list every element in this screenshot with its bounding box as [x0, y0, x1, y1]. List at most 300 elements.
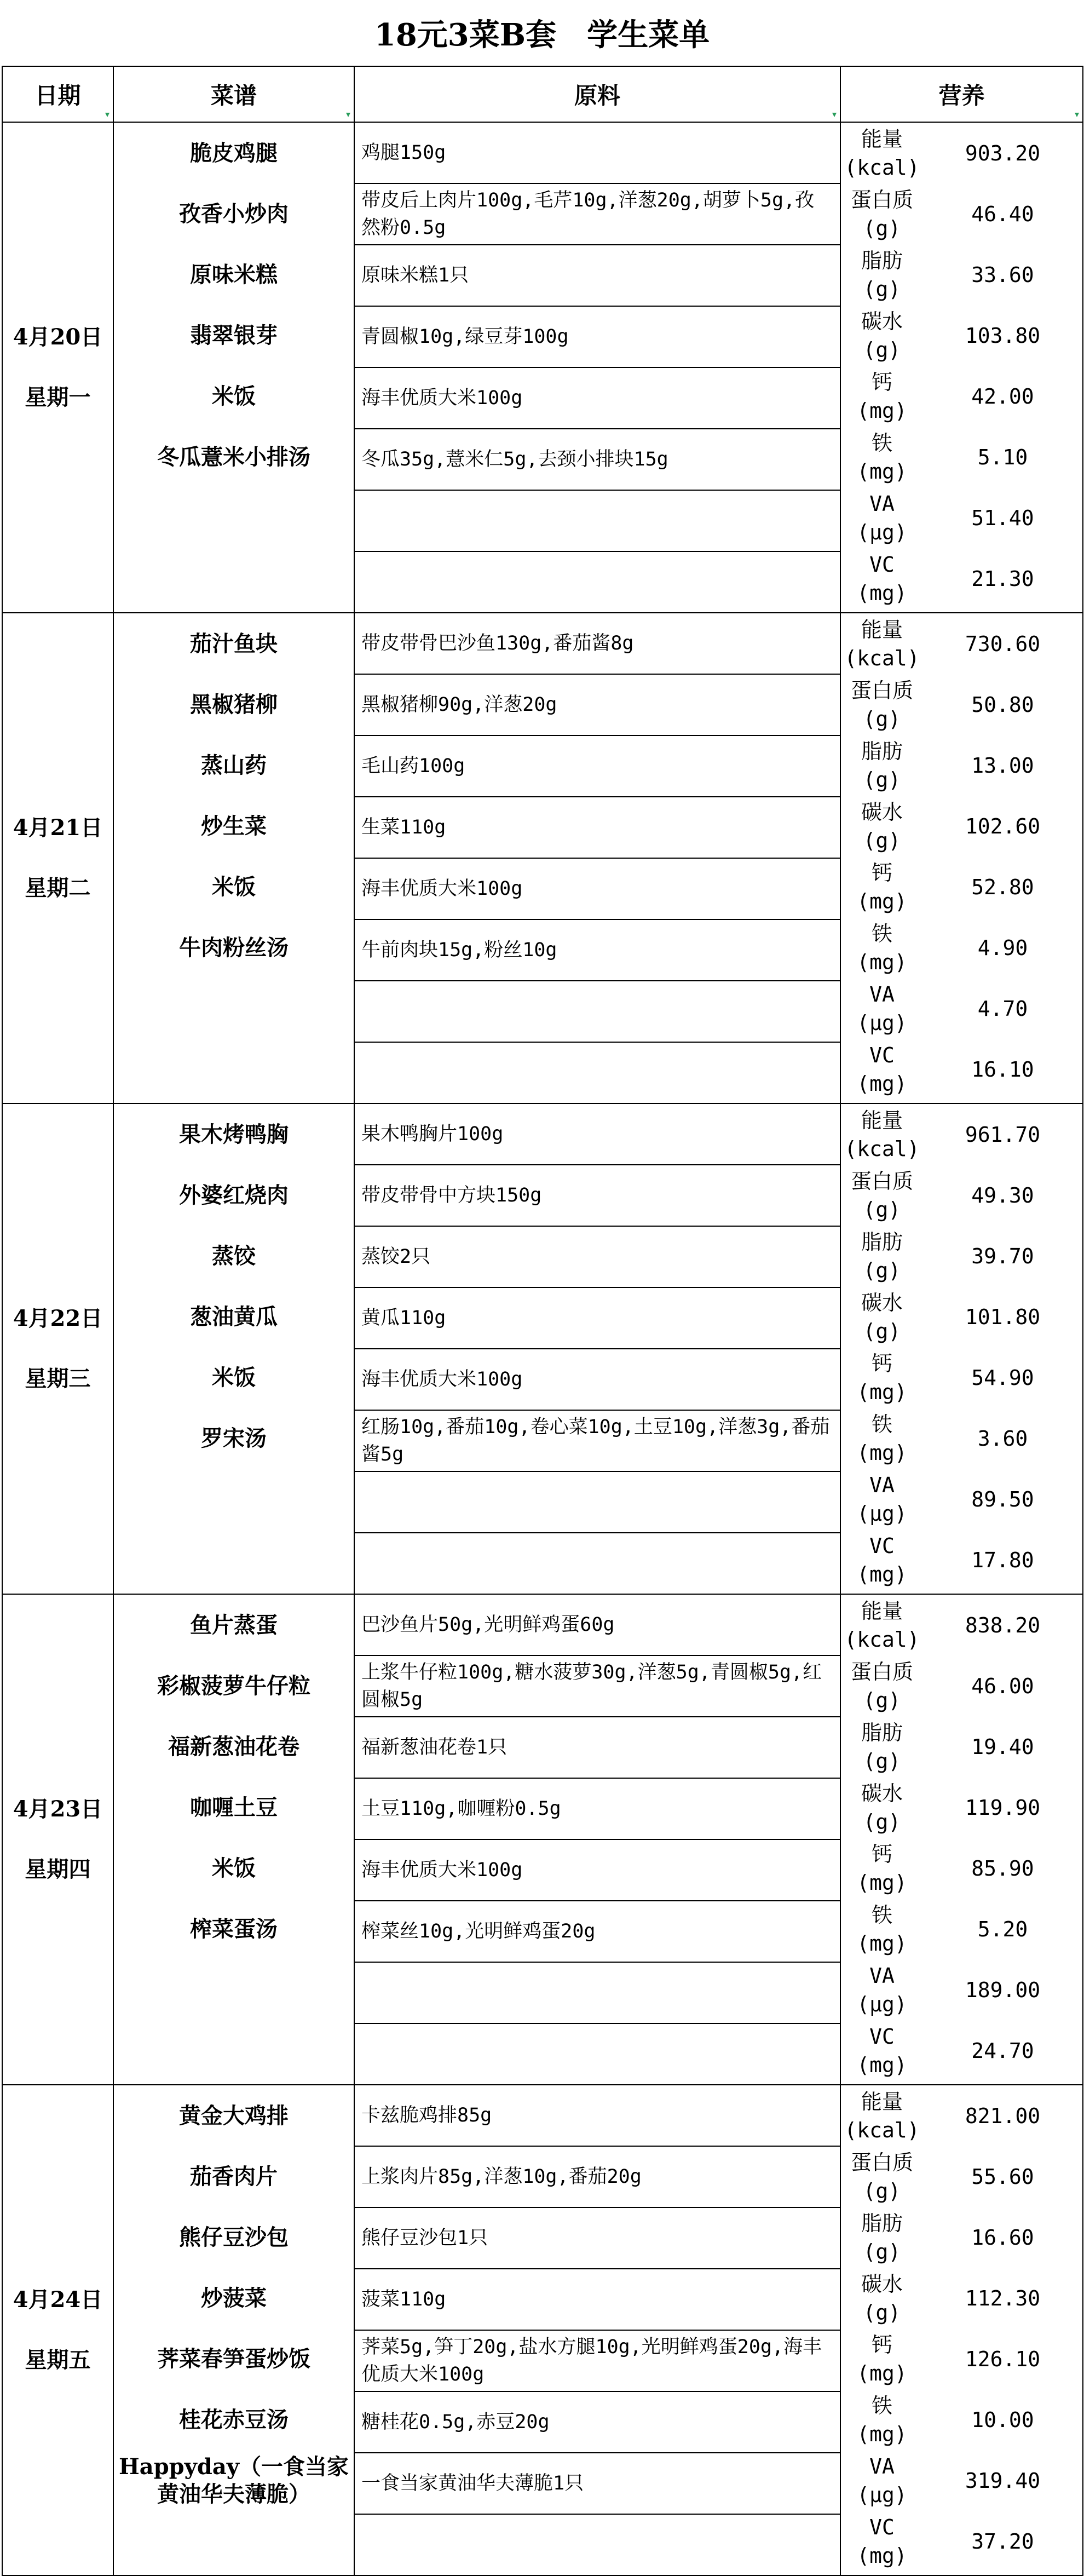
nutrition-label: [841, 307, 923, 364]
ingredient-cell: 海丰优质大米100g: [354, 1839, 840, 1901]
nutrient-name: 钙: [871, 2332, 892, 2357]
dish-name: 罗宋汤: [201, 1425, 267, 1451]
header-date[interactable]: 日期 ▾: [2, 66, 113, 122]
ingredient-cell: 生菜110g: [354, 797, 840, 858]
nutrition-row: [841, 917, 1082, 978]
dish-name: 黄金大鸡排: [179, 2102, 289, 2129]
nutrition-label: [841, 429, 923, 486]
nutrient-unit: (mg): [857, 1440, 907, 1465]
nutrient-name: VC: [869, 552, 895, 577]
nutrient-unit: (g): [863, 706, 901, 731]
nutrient-name: 脂肪: [861, 1229, 903, 1254]
nutrition-row: [841, 856, 1082, 917]
nutrition-value: 319.40: [965, 2468, 1041, 2493]
date-label: 4月24日: [13, 2287, 103, 2313]
nutrition-label: [841, 1658, 923, 1715]
header-ingredients[interactable]: 原料 ▾: [354, 66, 840, 122]
nutrition-row: [841, 1408, 1082, 1469]
nutrient-unit: (kcal): [844, 155, 920, 180]
nutrient-unit: (μg): [857, 1010, 907, 1035]
date-cell: [2, 2085, 113, 2575]
menu-row: [2, 1103, 1083, 1165]
nutrient-unit: (μg): [857, 520, 907, 544]
nutrition-value: 39.70: [971, 1244, 1034, 1268]
dish-name: 孜香小炒肉: [179, 200, 289, 227]
dish-name: 熊仔豆沙包: [179, 2224, 289, 2250]
nutrition-row: [841, 548, 1082, 609]
ingredient-cell: 熊仔豆沙包1只: [354, 2207, 840, 2269]
weekday-label: 星期二: [25, 875, 91, 901]
nutrition-label: [841, 368, 923, 425]
dishes-cell: [113, 1103, 354, 1594]
dish-name: 葱油黄瓜: [190, 1303, 278, 1330]
nutrient-unit: (mg): [857, 1379, 907, 1404]
nutrition-row: [841, 1716, 1082, 1777]
nutrition-row: [841, 1104, 1082, 1165]
nutrition-row: [841, 183, 1082, 244]
nutrition-value: 112.30: [965, 2286, 1041, 2310]
nutrition-label: [841, 490, 923, 547]
nutrition-label: [841, 737, 923, 794]
nutrition-row: [841, 1226, 1082, 1286]
nutrient-name: 铁: [871, 430, 892, 455]
nutrition-row: [841, 1286, 1082, 1347]
nutrient-name: VA: [869, 2454, 895, 2479]
nutrition-label: [841, 246, 923, 303]
nutrient-unit: (g): [863, 2300, 901, 2325]
date-label: 4月23日: [13, 1796, 103, 1822]
nutrition-row: [841, 2268, 1082, 2328]
nutrition-value: 5.10: [977, 445, 1028, 469]
nutrition-value: 119.90: [965, 1795, 1041, 1820]
ingredient-cell: 带皮带骨中方块150g: [354, 1165, 840, 1226]
nutrient-name: VC: [869, 1043, 895, 1067]
nutrition-label: [841, 2270, 923, 2327]
nutrition-value: 17.80: [971, 1548, 1034, 1572]
nutrient-unit: (μg): [857, 1501, 907, 1526]
nutrient-name: VA: [869, 1473, 895, 1497]
dish-name: 蒸饺: [212, 1243, 256, 1269]
nutrition-value: 89.50: [971, 1487, 1034, 1511]
nutrition-cell: [840, 1103, 1083, 1594]
ingredient-cell: 海丰优质大米100g: [354, 858, 840, 919]
ingredient-cell: [354, 551, 840, 613]
date-label: 4月21日: [13, 815, 103, 841]
nutrition-row: [841, 1469, 1082, 1530]
nutrient-unit: (g): [863, 2239, 901, 2264]
nutrient-unit: (mg): [857, 1562, 907, 1586]
nutrition-row: [841, 244, 1082, 305]
nutrition-value: 52.80: [971, 875, 1034, 899]
menu-row: [2, 1594, 1083, 1655]
nutrition-value: 85.90: [971, 1856, 1034, 1881]
nutrient-name: 蛋白质: [850, 1169, 913, 1193]
nutrition-label: [841, 1228, 923, 1285]
dishes-cell: [113, 1594, 354, 2085]
ingredient-cell: [354, 1042, 840, 1103]
nutrient-name: 钙: [871, 1351, 892, 1376]
ingredient-cell: [354, 1533, 840, 1594]
menu-row: [2, 122, 1083, 183]
dishes-cell: [113, 122, 354, 613]
date-cell: [2, 1103, 113, 1594]
nutrition-row: [841, 1655, 1082, 1716]
nutrient-unit: (mg): [857, 1071, 907, 1096]
nutrition-value: 49.30: [971, 1183, 1034, 1208]
ingredient-cell: 海丰优质大米100g: [354, 1349, 840, 1410]
nutrition-value: 33.60: [971, 262, 1034, 287]
dish-name: 外婆红烧肉: [179, 1182, 289, 1208]
ingredient-cell: 海丰优质大米100g: [354, 367, 840, 429]
dish-name: 茄香肉片: [190, 2163, 278, 2189]
nutrition-cell: [840, 1594, 1083, 2085]
nutrient-name: 脂肪: [861, 2211, 903, 2235]
nutrition-label: [841, 1597, 923, 1654]
weekday-label: 星期四: [25, 1856, 91, 1882]
nutrition-value: 10.00: [971, 2407, 1034, 2432]
date-label: 4月20日: [13, 324, 103, 350]
nutrition-label: [841, 1106, 923, 1163]
nutrition-row: [841, 2328, 1082, 2389]
dish-name: 桂花赤豆汤: [179, 2406, 289, 2433]
ingredient-cell: [354, 2514, 840, 2575]
nutrition-label: [841, 1289, 923, 1346]
nutrient-unit: (mg): [857, 2543, 907, 2568]
nutrition-row: [841, 1530, 1082, 1590]
nutrient-unit: (g): [863, 1809, 901, 1834]
dish-name: 翡翠银芽: [190, 322, 278, 348]
nutrition-value: 3.60: [977, 1426, 1028, 1451]
nutrient-name: 钙: [871, 1842, 892, 1866]
ingredient-cell: 菠菜110g: [354, 2269, 840, 2330]
nutrition-row: [841, 305, 1082, 366]
nutrition-value: 838.20: [965, 1613, 1041, 1637]
dish-name: 福新葱油花卷: [168, 1733, 299, 1760]
dish-name: 米饭: [212, 873, 256, 900]
nutrient-unit: (g): [863, 1319, 901, 1343]
nutrient-unit: (g): [863, 277, 901, 301]
nutrient-unit: (mg): [857, 2052, 907, 2077]
nutrient-unit: (g): [863, 1197, 901, 1222]
nutrition-value: 46.40: [971, 202, 1034, 226]
nutrient-name: 铁: [871, 1902, 892, 1927]
ingredient-cell: 蒸饺2只: [354, 1226, 840, 1287]
nutrition-row: [841, 1959, 1082, 2020]
ingredient-cell: 巴沙鱼片50g,光明鲜鸡蛋60g: [354, 1594, 840, 1655]
ingredient-cell: [354, 1471, 840, 1533]
header-row: [2, 66, 1083, 122]
nutrient-name: 铁: [871, 2393, 892, 2418]
nutrition-row: [841, 674, 1082, 735]
nutrition-value: 51.40: [971, 505, 1034, 530]
nutrition-label: [841, 798, 923, 855]
ingredient-cell: [354, 490, 840, 551]
nutrient-name: 碳水: [861, 309, 903, 334]
nutrient-unit: (mg): [857, 1931, 907, 1956]
dish-name: 榨菜蛋汤: [190, 1916, 278, 1942]
nutrition-label: [841, 2452, 923, 2509]
nutrient-name: 脂肪: [861, 1720, 903, 1745]
nutrient-name: 碳水: [861, 1781, 903, 1806]
nutrient-name: VA: [869, 1963, 895, 1988]
nutrient-name: 能量: [861, 617, 903, 642]
date-cell: [2, 613, 113, 1103]
nutrient-unit: (kcal): [844, 646, 920, 670]
nutrition-row: [841, 1838, 1082, 1899]
menu-row: [2, 613, 1083, 674]
nutrition-label: [841, 1410, 923, 1467]
nutrient-unit: (mg): [857, 950, 907, 974]
nutrient-name: 能量: [861, 127, 903, 151]
nutrient-unit: (μg): [857, 2482, 907, 2507]
filter-icon[interactable]: ▾: [345, 109, 350, 119]
nutrition-row: [841, 1347, 1082, 1408]
nutrition-row: [841, 2511, 1082, 2572]
ingredient-cell: 青圆椒10g,绿豆芽100g: [354, 306, 840, 367]
ingredient-cell: 卡兹脆鸡排85g: [354, 2085, 840, 2146]
weekday-label: 星期五: [25, 2347, 91, 2373]
nutrient-name: 铁: [871, 1412, 892, 1436]
nutrition-value: 50.80: [971, 692, 1034, 717]
nutrient-unit: (mg): [857, 398, 907, 423]
ingredient-cell: 糖桂花0.5g,赤豆20g: [354, 2391, 840, 2453]
ingredient-cell: 带皮带骨巴沙鱼130g,番茄酱8g: [354, 613, 840, 674]
menu-row: [2, 2085, 1083, 2146]
dishes-cell: [113, 613, 354, 1103]
dish-name: 牛肉粉丝汤: [179, 934, 289, 961]
nutrition-value: 4.90: [977, 935, 1028, 960]
nutrient-name: 脂肪: [861, 248, 903, 273]
nutrient-unit: (kcal): [844, 2118, 920, 2142]
date-cell: [2, 122, 113, 613]
nutrient-unit: (mg): [857, 2361, 907, 2385]
ingredient-cell: 上浆牛仔粒100g,糖水菠萝30g,洋葱5g,青圆椒5g,红圆椒5g: [354, 1655, 840, 1717]
nutrition-row: [841, 1595, 1082, 1655]
nutrient-unit: (g): [863, 1749, 901, 1773]
nutrition-label: [841, 980, 923, 1037]
nutrition-label: [841, 2148, 923, 2205]
nutrient-unit: (μg): [857, 1992, 907, 2016]
filter-icon[interactable]: ▾: [1074, 109, 1079, 119]
nutrition-value: 21.30: [971, 566, 1034, 591]
nutrition-row: [841, 123, 1082, 183]
nutrition-row: [841, 1777, 1082, 1838]
nutrient-name: 蛋白质: [850, 1659, 913, 1684]
ingredient-cell: 果木鸭胸片100g: [354, 1103, 840, 1165]
nutrition-row: [841, 978, 1082, 1039]
dish-name: 冬瓜薏米小排汤: [157, 444, 310, 470]
nutrition-value: 19.40: [971, 1734, 1034, 1759]
dishes-cell: [113, 2085, 354, 2575]
nutrient-name: 蛋白质: [850, 187, 913, 212]
nutrition-label: [841, 1532, 923, 1589]
nutrition-row: [841, 366, 1082, 427]
weekday-label: 星期三: [25, 1366, 91, 1392]
nutrition-value: 126.10: [965, 2347, 1041, 2371]
dish-name: 米饭: [212, 383, 256, 409]
nutrition-label: [841, 125, 923, 182]
dish-name: 炒菠菜: [201, 2285, 267, 2311]
nutrient-unit: (g): [863, 767, 901, 792]
nutrient-unit: (g): [863, 2178, 901, 2203]
nutrient-unit: (g): [863, 216, 901, 240]
nutrition-value: 16.10: [971, 1057, 1034, 1082]
nutrition-cell: [840, 613, 1083, 1103]
nutrition-label: [841, 1167, 923, 1224]
header-nutrition[interactable]: 营养 ▾: [840, 66, 1083, 122]
nutrition-label: [841, 2331, 923, 2388]
ingredient-cell: 上浆肉片85g,洋葱10g,番茄20g: [354, 2146, 840, 2207]
header-dishes[interactable]: 菜谱 ▾: [113, 66, 354, 122]
nutrition-label: [841, 616, 923, 672]
nutrition-label: [841, 186, 923, 243]
ingredient-cell: 红肠10g,番茄10g,卷心菜10g,土豆10g,洋葱3g,番茄酱5g: [354, 1410, 840, 1471]
nutrition-cell: [840, 122, 1083, 613]
menu-table: [2, 66, 1083, 2576]
dish-name: 脆皮鸡腿: [190, 140, 278, 166]
ingredient-cell: 福新葱油花卷1只: [354, 1717, 840, 1778]
nutrition-label: [841, 676, 923, 733]
nutrition-value: 13.00: [971, 753, 1034, 778]
nutrition-label: [841, 1471, 923, 1528]
ingredient-cell: 带皮后上肉片100g,毛芹10g,洋葱20g,胡萝卜5g,孜然粉0.5g: [354, 183, 840, 245]
nutrient-name: 碳水: [861, 2272, 903, 2296]
nutrition-value: 42.00: [971, 384, 1034, 409]
nutrition-label: [841, 1718, 923, 1775]
ingredient-cell: [354, 2023, 840, 2085]
nutrition-row: [841, 735, 1082, 796]
date-label: 4月22日: [13, 1306, 103, 1331]
nutrition-label: [841, 1041, 923, 1098]
date-cell: [2, 1594, 113, 2085]
ingredient-cell: 鸡腿150g: [354, 122, 840, 183]
ingredient-cell: 榨菜丝10g,光明鲜鸡蛋20g: [354, 1901, 840, 1962]
nutrient-unit: (g): [863, 1688, 901, 1712]
nutrition-value: 24.70: [971, 2038, 1034, 2063]
nutrient-unit: (mg): [857, 1870, 907, 1895]
nutrition-value: 102.60: [965, 814, 1041, 838]
nutrition-row: [841, 1039, 1082, 1100]
nutrition-row: [841, 2207, 1082, 2268]
nutrition-label: [841, 1840, 923, 1897]
nutrition-label: [841, 919, 923, 976]
nutrition-value: 730.60: [965, 631, 1041, 656]
nutrition-value: 189.00: [965, 1977, 1041, 2002]
nutrition-label: [841, 2022, 923, 2079]
nutrition-row: [841, 427, 1082, 487]
nutrient-name: 能量: [861, 2089, 903, 2114]
dish-name: 蒸山药: [201, 752, 267, 778]
weekday-label: 星期一: [25, 384, 91, 410]
filter-icon[interactable]: ▾: [105, 109, 109, 119]
nutrient-name: 碳水: [861, 1290, 903, 1315]
nutrient-unit: (mg): [857, 2422, 907, 2446]
nutrition-label: [841, 2088, 923, 2144]
nutrition-label: [841, 2513, 923, 2570]
nutrition-value: 821.00: [965, 2103, 1041, 2128]
nutrition-row: [841, 2085, 1082, 2146]
nutrition-label: [841, 1962, 923, 2019]
nutrient-name: VA: [869, 982, 895, 1007]
dish-name: Happyday（一食当家黄油华夫薄脆）: [118, 2453, 349, 2507]
dish-name: 咖喱土豆: [190, 1794, 278, 1820]
nutrition-value: 16.60: [971, 2225, 1034, 2250]
nutrient-name: VC: [869, 2024, 895, 2049]
nutrient-name: VA: [869, 491, 895, 516]
nutrition-row: [841, 2020, 1082, 2081]
nutrition-row: [841, 2146, 1082, 2207]
dish-name: 原味米糕: [190, 261, 278, 288]
nutrition-value: 37.20: [971, 2529, 1034, 2554]
nutrition-value: 55.60: [971, 2164, 1034, 2189]
nutrition-cell: [840, 2085, 1083, 2575]
dish-name: 彩椒菠萝牛仔粒: [157, 1672, 310, 1699]
ingredient-cell: 原味米糕1只: [354, 245, 840, 306]
menu-title: 18元3菜B套 学生菜单: [374, 17, 710, 53]
nutrition-value: 5.20: [977, 1917, 1028, 1941]
nutrition-label: [841, 859, 923, 916]
nutrient-unit: (kcal): [844, 1627, 920, 1652]
ingredient-cell: 冬瓜35g,薏米仁5g,去颈小排块15g: [354, 429, 840, 490]
nutrient-unit: (g): [863, 828, 901, 853]
nutrition-row: [841, 2450, 1082, 2511]
nutrition-row: [841, 1899, 1082, 1959]
nutrient-unit: (g): [863, 1258, 901, 1283]
dish-name: 炒生菜: [201, 813, 267, 839]
nutrient-name: 蛋白质: [850, 2150, 913, 2175]
nutrient-name: VC: [869, 1533, 895, 1558]
ingredient-cell: 黄瓜110g: [354, 1287, 840, 1349]
nutrient-unit: (mg): [857, 889, 907, 913]
nutrition-value: 961.70: [965, 1122, 1041, 1147]
nutrition-value: 46.00: [971, 1674, 1034, 1698]
nutrient-name: 钙: [871, 370, 892, 394]
nutrition-label: [841, 1901, 923, 1958]
nutrient-unit: (mg): [857, 580, 907, 605]
ingredient-cell: 毛山药100g: [354, 735, 840, 797]
nutrient-unit: (kcal): [844, 1136, 920, 1161]
dish-name: 黑椒猪柳: [190, 691, 278, 717]
nutrition-value: 103.80: [965, 323, 1041, 348]
dish-name: 荠菜春笋蛋炒饭: [157, 2345, 310, 2372]
nutrition-label: [841, 2391, 923, 2448]
dish-name: 鱼片蒸蛋: [190, 1612, 278, 1638]
nutrition-row: [841, 796, 1082, 856]
nutrient-name: 铁: [871, 921, 892, 946]
nutrient-name: VC: [869, 2515, 895, 2539]
nutrition-label: [841, 2209, 923, 2266]
nutrition-value: 903.20: [965, 141, 1041, 165]
ingredient-cell: 一食当家黄油华夫薄脆1只: [354, 2453, 840, 2514]
nutrition-value: 4.70: [977, 996, 1028, 1021]
dish-name: 果木烤鸭胸: [179, 1121, 289, 1147]
nutrient-unit: (mg): [857, 459, 907, 484]
ingredient-cell: [354, 981, 840, 1042]
nutrient-name: 能量: [861, 1599, 903, 1623]
nutrition-value: 101.80: [965, 1304, 1041, 1329]
filter-icon[interactable]: ▾: [832, 109, 837, 119]
nutrient-name: 脂肪: [861, 739, 903, 763]
nutrient-name: 碳水: [861, 800, 903, 824]
nutrition-value: 54.90: [971, 1365, 1034, 1390]
ingredient-cell: 土豆110g,咖喱粉0.5g: [354, 1778, 840, 1839]
nutrition-row: [841, 613, 1082, 674]
nutrition-row: [841, 487, 1082, 548]
nutrition-row: [841, 1165, 1082, 1226]
ingredient-cell: 荠菜5g,笋丁20g,盐水方腿10g,光明鲜鸡蛋20g,海丰优质大米100g: [354, 2330, 840, 2391]
nutrient-name: 钙: [871, 860, 892, 885]
nutrient-unit: (g): [863, 337, 901, 362]
